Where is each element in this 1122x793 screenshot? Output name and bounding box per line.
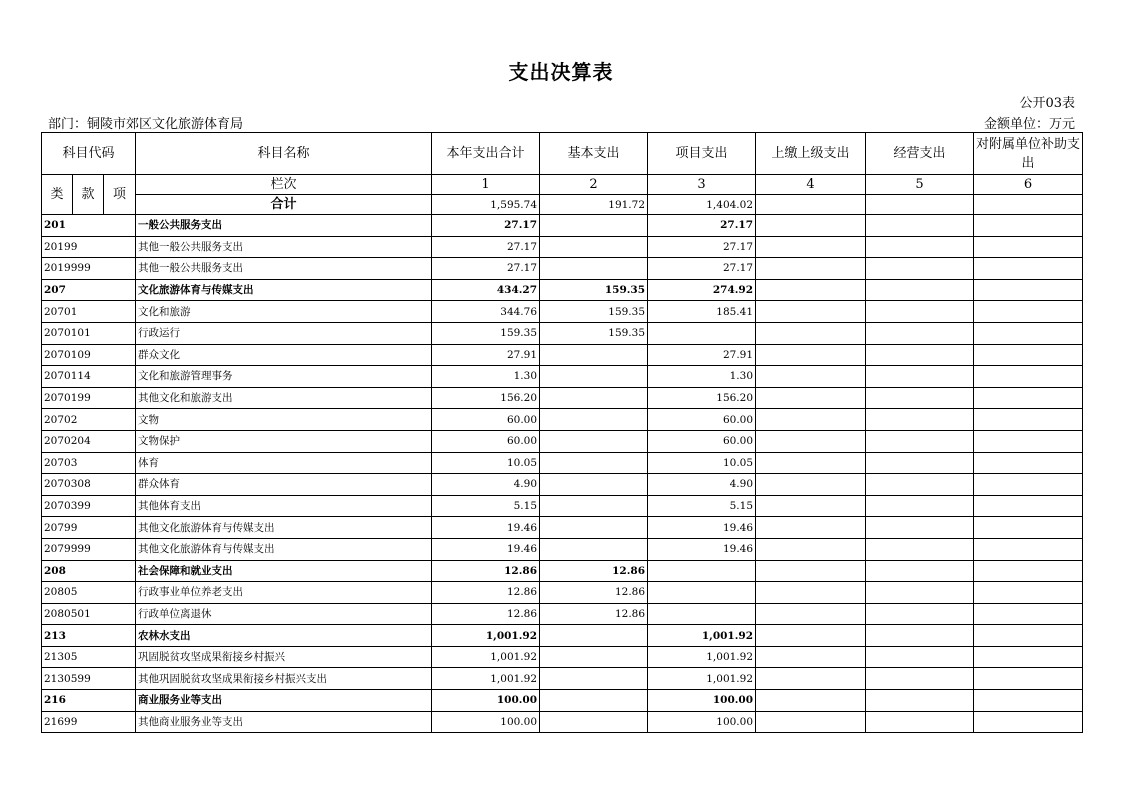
row-basic	[540, 387, 648, 409]
row-project: 156.20	[648, 387, 756, 409]
row-name: 文化和旅游管理事务	[136, 366, 432, 388]
row-name: 社会保障和就业支出	[136, 560, 432, 582]
row-upper	[756, 409, 866, 431]
row-code: 20799	[42, 517, 136, 539]
row-upper	[756, 322, 866, 344]
row-business	[866, 538, 974, 560]
row-code: 2019999	[42, 258, 136, 280]
row-name: 其他体育支出	[136, 495, 432, 517]
row-code: 2070204	[42, 430, 136, 452]
row-code: 20805	[42, 582, 136, 604]
row-code: 208	[42, 560, 136, 582]
row-project: 185.41	[648, 301, 756, 323]
total-row	[42, 195, 1083, 215]
row-subsidy	[974, 517, 1083, 539]
row-basic	[540, 668, 648, 690]
row-upper	[756, 366, 866, 388]
row-project: 1,001.92	[648, 646, 756, 668]
row-name: 行政运行	[136, 322, 432, 344]
amount-unit-label: 金额单位：万元	[983, 117, 1075, 132]
total-label: 合计	[136, 195, 432, 215]
col-number-4: 4	[756, 175, 866, 195]
row-subsidy	[974, 344, 1083, 366]
row-name: 其他一般公共服务支出	[136, 236, 432, 258]
row-name: 群众文化	[136, 344, 432, 366]
department-label: 部门：铜陵市郊区文化旅游体育局	[48, 117, 244, 132]
total-value-5	[866, 195, 974, 215]
table-row	[42, 279, 1083, 301]
row-project: 1,001.92	[648, 625, 756, 647]
row-business	[866, 474, 974, 496]
header-basic: 基本支出	[540, 133, 648, 175]
table-row	[42, 668, 1083, 690]
row-total: 100.00	[432, 711, 540, 733]
row-business	[866, 344, 974, 366]
row-code: 207	[42, 279, 136, 301]
row-subsidy	[974, 538, 1083, 560]
row-basic: 159.35	[540, 322, 648, 344]
row-project: 100.00	[648, 711, 756, 733]
row-business	[866, 452, 974, 474]
row-name: 其他文化旅游体育与传媒支出	[136, 538, 432, 560]
total-value-6	[974, 195, 1083, 215]
table-row	[42, 430, 1083, 452]
row-basic	[540, 625, 648, 647]
row-project: 19.46	[648, 517, 756, 539]
header-kuan: 款	[73, 175, 104, 215]
row-name: 体育	[136, 452, 432, 474]
table-row	[42, 603, 1083, 625]
row-business	[866, 646, 974, 668]
row-upper	[756, 301, 866, 323]
row-business	[866, 258, 974, 280]
row-upper	[756, 452, 866, 474]
row-business	[866, 625, 974, 647]
row-code: 20701	[42, 301, 136, 323]
table-row	[42, 517, 1083, 539]
row-total: 10.05	[432, 452, 540, 474]
row-business	[866, 711, 974, 733]
row-subsidy	[974, 646, 1083, 668]
row-name: 农林水支出	[136, 625, 432, 647]
row-total: 1.30	[432, 366, 540, 388]
row-upper	[756, 711, 866, 733]
row-code: 2079999	[42, 538, 136, 560]
row-name: 巩固脱贫攻坚成果衔接乡村振兴	[136, 646, 432, 668]
row-total: 434.27	[432, 279, 540, 301]
row-code: 201	[42, 215, 136, 237]
col-number-6: 6	[974, 175, 1083, 195]
row-basic	[540, 538, 648, 560]
row-code: 20199	[42, 236, 136, 258]
row-upper	[756, 582, 866, 604]
row-project: 100.00	[648, 690, 756, 712]
row-project	[648, 582, 756, 604]
row-code: 20703	[42, 452, 136, 474]
row-business	[866, 582, 974, 604]
row-name: 其他商业服务业等支出	[136, 711, 432, 733]
row-basic: 159.35	[540, 279, 648, 301]
expenditure-table	[41, 132, 1083, 733]
row-name: 其他巩固脱贫攻坚成果衔接乡村振兴支出	[136, 668, 432, 690]
row-code: 2070399	[42, 495, 136, 517]
row-business	[866, 301, 974, 323]
row-upper	[756, 625, 866, 647]
row-basic	[540, 690, 648, 712]
row-total: 27.17	[432, 215, 540, 237]
row-project: 27.17	[648, 236, 756, 258]
row-basic	[540, 646, 648, 668]
row-name: 文物保护	[136, 430, 432, 452]
row-basic	[540, 236, 648, 258]
header-code: 科目代码	[42, 133, 136, 175]
column-number-row	[42, 175, 1083, 195]
row-total: 100.00	[432, 690, 540, 712]
row-total: 12.86	[432, 560, 540, 582]
row-upper	[756, 236, 866, 258]
table-row	[42, 236, 1083, 258]
table-row	[42, 344, 1083, 366]
row-upper	[756, 279, 866, 301]
total-value-4	[756, 195, 866, 215]
row-upper	[756, 215, 866, 237]
row-upper	[756, 344, 866, 366]
row-upper	[756, 258, 866, 280]
col-number-3: 3	[648, 175, 756, 195]
row-upper	[756, 560, 866, 582]
row-subsidy	[974, 215, 1083, 237]
row-subsidy	[974, 711, 1083, 733]
header-upper: 上缴上级支出	[756, 133, 866, 175]
row-subsidy	[974, 279, 1083, 301]
row-project: 10.05	[648, 452, 756, 474]
row-code: 2080501	[42, 603, 136, 625]
row-total: 12.86	[432, 603, 540, 625]
row-subsidy	[974, 452, 1083, 474]
row-name: 其他文化旅游体育与传媒支出	[136, 517, 432, 539]
row-basic	[540, 366, 648, 388]
col-number-5: 5	[866, 175, 974, 195]
page-title: 支出决算表	[508, 60, 614, 84]
table-row	[42, 560, 1083, 582]
row-basic: 12.86	[540, 582, 648, 604]
row-upper	[756, 538, 866, 560]
row-subsidy	[974, 603, 1083, 625]
row-name: 商业服务业等支出	[136, 690, 432, 712]
row-basic: 12.86	[540, 603, 648, 625]
row-basic	[540, 517, 648, 539]
table-row	[42, 690, 1083, 712]
row-code: 2130599	[42, 668, 136, 690]
table-row	[42, 625, 1083, 647]
table-row	[42, 452, 1083, 474]
row-total: 27.91	[432, 344, 540, 366]
row-subsidy	[974, 474, 1083, 496]
row-total: 27.17	[432, 258, 540, 280]
row-code: 2070308	[42, 474, 136, 496]
row-upper	[756, 474, 866, 496]
form-number: 公开03表	[1019, 96, 1075, 111]
table-row	[42, 322, 1083, 344]
row-business	[866, 279, 974, 301]
row-upper	[756, 603, 866, 625]
header-lanci: 栏次	[136, 175, 432, 195]
row-basic	[540, 711, 648, 733]
row-name: 一般公共服务支出	[136, 215, 432, 237]
total-value-2: 191.72	[540, 195, 648, 215]
row-subsidy	[974, 366, 1083, 388]
row-project: 60.00	[648, 430, 756, 452]
row-name: 其他文化和旅游支出	[136, 387, 432, 409]
row-code: 2070199	[42, 387, 136, 409]
row-subsidy	[974, 430, 1083, 452]
row-business	[866, 430, 974, 452]
row-business	[866, 236, 974, 258]
row-project	[648, 560, 756, 582]
row-code: 21699	[42, 711, 136, 733]
row-project: 1,001.92	[648, 668, 756, 690]
row-project: 27.17	[648, 215, 756, 237]
header-total: 本年支出合计	[432, 133, 540, 175]
row-total: 19.46	[432, 517, 540, 539]
row-project: 274.92	[648, 279, 756, 301]
row-project: 4.90	[648, 474, 756, 496]
row-basic	[540, 452, 648, 474]
row-name: 行政单位离退休	[136, 603, 432, 625]
row-basic	[540, 409, 648, 431]
row-total: 159.35	[432, 322, 540, 344]
row-project: 5.15	[648, 495, 756, 517]
row-business	[866, 366, 974, 388]
row-project: 19.46	[648, 538, 756, 560]
table-row	[42, 366, 1083, 388]
row-subsidy	[974, 560, 1083, 582]
row-total: 60.00	[432, 430, 540, 452]
row-subsidy	[974, 301, 1083, 323]
header-subsidy: 对附属单位补助支出	[974, 133, 1083, 175]
row-upper	[756, 690, 866, 712]
header-row	[42, 133, 1083, 175]
header-name: 科目名称	[136, 133, 432, 175]
row-subsidy	[974, 668, 1083, 690]
row-basic	[540, 258, 648, 280]
row-code: 21305	[42, 646, 136, 668]
row-business	[866, 495, 974, 517]
table-row	[42, 387, 1083, 409]
row-total: 19.46	[432, 538, 540, 560]
row-project: 1.30	[648, 366, 756, 388]
row-name: 行政事业单位养老支出	[136, 582, 432, 604]
row-code: 213	[42, 625, 136, 647]
row-total: 27.17	[432, 236, 540, 258]
table-row	[42, 409, 1083, 431]
row-total: 12.86	[432, 582, 540, 604]
row-total: 156.20	[432, 387, 540, 409]
row-upper	[756, 430, 866, 452]
row-business	[866, 387, 974, 409]
row-upper	[756, 517, 866, 539]
row-subsidy	[974, 690, 1083, 712]
row-total: 1,001.92	[432, 625, 540, 647]
row-name: 群众体育	[136, 474, 432, 496]
row-business	[866, 322, 974, 344]
row-business	[866, 517, 974, 539]
row-upper	[756, 495, 866, 517]
row-business	[866, 560, 974, 582]
row-upper	[756, 646, 866, 668]
row-basic: 159.35	[540, 301, 648, 323]
header-xiang: 项	[104, 175, 136, 215]
table-row	[42, 582, 1083, 604]
row-basic	[540, 474, 648, 496]
row-code: 2070109	[42, 344, 136, 366]
table-row	[42, 258, 1083, 280]
row-upper	[756, 387, 866, 409]
row-business	[866, 215, 974, 237]
row-total: 60.00	[432, 409, 540, 431]
row-project	[648, 322, 756, 344]
row-basic	[540, 215, 648, 237]
table-row	[42, 538, 1083, 560]
row-project	[648, 603, 756, 625]
row-project: 60.00	[648, 409, 756, 431]
row-total: 344.76	[432, 301, 540, 323]
row-subsidy	[974, 258, 1083, 280]
row-total: 1,001.92	[432, 668, 540, 690]
header-project: 项目支出	[648, 133, 756, 175]
row-business	[866, 668, 974, 690]
row-basic	[540, 344, 648, 366]
row-subsidy	[974, 625, 1083, 647]
row-total: 5.15	[432, 495, 540, 517]
row-subsidy	[974, 582, 1083, 604]
row-business	[866, 409, 974, 431]
table-row	[42, 215, 1083, 237]
table-row	[42, 711, 1083, 733]
row-business	[866, 690, 974, 712]
col-number-1: 1	[432, 175, 540, 195]
row-total: 4.90	[432, 474, 540, 496]
total-value-1: 1,595.74	[432, 195, 540, 215]
row-code: 2070101	[42, 322, 136, 344]
row-business	[866, 603, 974, 625]
row-name: 文物	[136, 409, 432, 431]
row-upper	[756, 668, 866, 690]
row-subsidy	[974, 495, 1083, 517]
table-row	[42, 495, 1083, 517]
row-subsidy	[974, 409, 1083, 431]
row-name: 其他一般公共服务支出	[136, 258, 432, 280]
row-total: 1,001.92	[432, 646, 540, 668]
row-name: 文化和旅游	[136, 301, 432, 323]
row-basic	[540, 430, 648, 452]
table-row	[42, 301, 1083, 323]
row-subsidy	[974, 236, 1083, 258]
table-row	[42, 646, 1083, 668]
row-project: 27.91	[648, 344, 756, 366]
header-business: 经营支出	[866, 133, 974, 175]
row-code: 2070114	[42, 366, 136, 388]
row-basic	[540, 495, 648, 517]
row-subsidy	[974, 322, 1083, 344]
row-name: 文化旅游体育与传媒支出	[136, 279, 432, 301]
row-subsidy	[974, 387, 1083, 409]
table-row	[42, 474, 1083, 496]
row-code: 216	[42, 690, 136, 712]
col-number-2: 2	[540, 175, 648, 195]
row-code: 20702	[42, 409, 136, 431]
total-value-3: 1,404.02	[648, 195, 756, 215]
row-project: 27.17	[648, 258, 756, 280]
header-lei: 类	[42, 175, 73, 215]
row-basic: 12.86	[540, 560, 648, 582]
